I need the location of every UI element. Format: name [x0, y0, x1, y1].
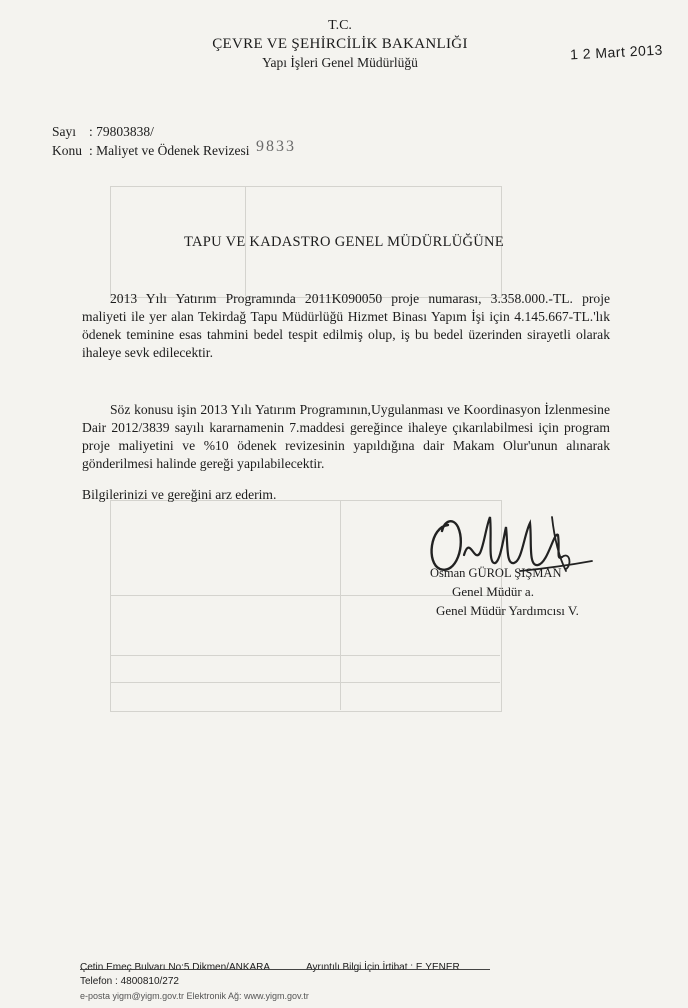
footer-phone: Telefon : 4800810/272 [80, 976, 179, 987]
closing-line: Bilgilerinizi ve gereğini arz ederim. [82, 487, 277, 502]
footer-divider [80, 969, 490, 970]
sayi-value: : 79803838/ [89, 124, 154, 139]
body-paragraph-1 [82, 290, 610, 362]
body-paragraph-2 [82, 401, 610, 473]
paragraph-1-text: 2013 Yılı Yatırım Programında 2011K090050 proje numarası, 3.358.000.-TL. proje maliyeti ile yer alan Tekirdağ Tapu Müdürlüğü Hizmet Binası Yapım İşi için 4.145.667-TL.'lık ödenek teminine esas tahmini bedel tespit edilmiş olup, iş bu bedel üzerinden sirayetli olarak ihaleye sevk edilecektir. [82, 291, 610, 360]
signatory-title-2: Genel Müdür Yardımcısı V. [436, 603, 579, 618]
paragraph-2-text: Söz konusu işin 2013 Yılı Yatırım Programının,Uygulanması ve Koordinasyon İzlenmesine Dair 2012/3839 sayılı kararnamenin 7.maddesi gereğince ihaleye çıkarılabilmesi için program proje maliyetini ve %10 ödenek revizesinin yapıldığına dair Makam Olur'unun alınarak gönderilmesi halinde gereği yapılabilecektir. [82, 402, 610, 471]
sayi-label: Sayı [52, 124, 77, 139]
addressee: TAPU VE KADASTRO GENEL MÜDÜRLÜĞÜNE [184, 234, 504, 250]
footer-address: Çetin Emeç Bulvarı No:5 Dikmen/ANKARA [80, 962, 271, 973]
header-ministry: ÇEVRE VE ŞEHİRCİLİK BAKANLIĞI [212, 36, 468, 52]
konu-value: : Maliyet ve Ödenek Revizesi [89, 143, 250, 158]
footer-email: e-posta yigm@yigm.gov.tr Elektronik Ağ: www.yigm.gov.tr [80, 991, 309, 1001]
header-department: Yapı İşleri Genel Müdürlüğü [262, 55, 418, 70]
footer-contact: Ayrıntılı Bilgi İçin İrtibat : E.YENER [306, 962, 460, 973]
registry-stamp-number: 9833 [256, 138, 296, 155]
signatory-name: Osman GÜROL ŞIŞMAN [430, 566, 562, 580]
signatory-title-1: Genel Müdür a. [452, 584, 534, 599]
date-stamp: 1 2 Mart 2013 [569, 41, 664, 63]
header-republic: T.C. [328, 18, 352, 33]
konu-label: Konu [52, 143, 82, 158]
